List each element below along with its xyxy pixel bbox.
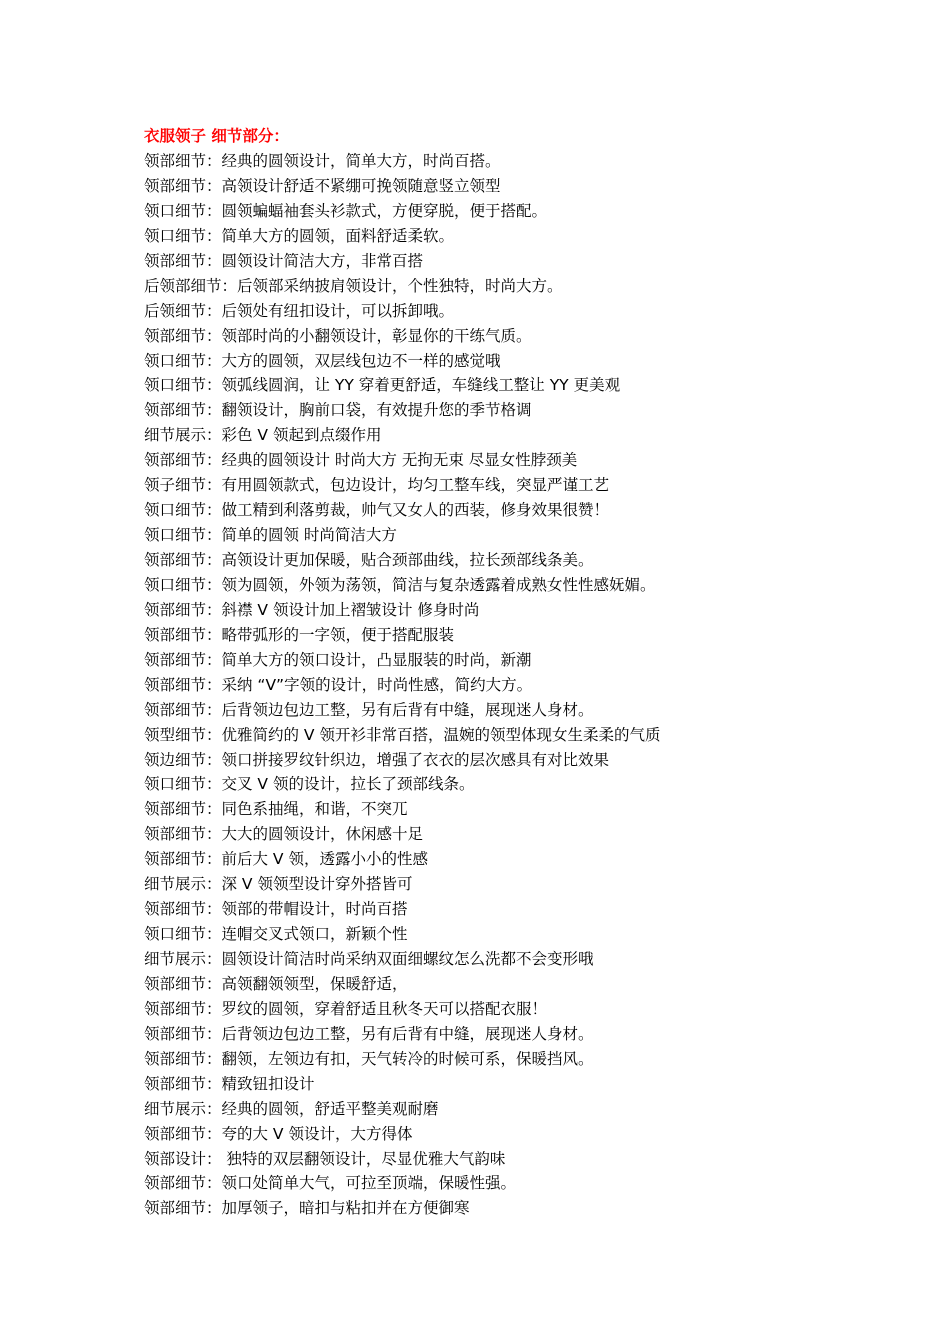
detail-line: 领子细节：有用圆领款式，包边设计，均匀工整车线，突显严谨工艺 xyxy=(144,476,610,495)
detail-line: 细节展示：彩色 V 领起到点缀作用 xyxy=(144,426,382,445)
detail-line: 领部细节：大大的圆领设计，休闲感十足 xyxy=(144,825,424,844)
detail-line: 领部细节：高领设计舒适不紧绷可挽领随意竖立领型 xyxy=(144,176,501,195)
detail-line: 领部细节：高领翻领领型，保暖舒适， xyxy=(144,974,408,993)
detail-line: 领部细节：加厚领子，暗扣与粘扣并在方便御寒 xyxy=(144,1199,470,1218)
detail-line: 领边细节：领口拼接罗纹针织边，增强了衣衣的层次感具有对比效果 xyxy=(144,750,610,769)
detail-line: 领口细节：领弧线圆润，让 YY 穿着更舒适，车缝线工整让 YY 更美观 xyxy=(144,376,621,395)
detail-line: 领口细节：简单的圆领 时尚简洁大方 xyxy=(144,526,397,545)
detail-line: 领部细节：略带弧形的一字领，便于搭配服装 xyxy=(144,625,455,644)
detail-line: 领部细节：前后大 V 领，透露小小的性感 xyxy=(144,850,428,869)
detail-line: 后领细节：后领处有纽扣设计，可以拆卸哦。 xyxy=(144,301,455,320)
detail-line: 领部细节：精致钮扣设计 xyxy=(144,1074,315,1093)
detail-line: 领口细节：交叉 V 领的设计，拉长了颈部线条。 xyxy=(144,775,475,794)
detail-line: 领部细节：翻领，左领边有扣，天气转冷的时候可系，保暖挡风。 xyxy=(144,1049,594,1068)
detail-line: 领部细节：后背领边包边工整，另有后背有中缝，展现迷人身材。 xyxy=(144,700,594,719)
detail-line: 领口细节：大方的圆领，双层线包边不一样的感觉哦 xyxy=(144,351,501,370)
detail-line: 领部细节：后背领边包边工整，另有后背有中缝，展现迷人身材。 xyxy=(144,1024,594,1043)
detail-line: 领部细节：经典的圆领设计 时尚大方 无拘无束 尽显女性脖颈美 xyxy=(144,451,578,470)
detail-line: 领部细节：领口处简单大气，可拉至顶端，保暖性强。 xyxy=(144,1174,517,1193)
detail-line: 领口细节：领为圆领，外领为荡领，简洁与复杂透露着成熟女性性感妩媚。 xyxy=(144,575,656,594)
detail-line: 领口细节：圆领蝙蝠袖套头衫款式，方便穿脱，便于搭配。 xyxy=(144,201,548,220)
detail-line: 细节展示：经典的圆领，舒适平整美观耐磨 xyxy=(144,1099,439,1118)
detail-line: 领部细节：领部时尚的小翻领设计，彰显你的干练气质。 xyxy=(144,326,532,345)
detail-line: 领部细节：罗纹的圆领，穿着舒适且秋冬天可以搭配衣服！ xyxy=(144,999,548,1018)
detail-line: 细节展示：圆领设计简洁时尚采纳双面细螺纹怎么洗都不会变形哦 xyxy=(144,950,594,968)
detail-line: 领部设计： 独特的双层翻领设计，尽显优雅大气韵味 xyxy=(144,1149,506,1168)
detail-line: 领部细节：圆领设计简洁大方，非常百搭 xyxy=(144,251,424,270)
detail-line: 领部细节：领部的带帽设计，时尚百搭 xyxy=(144,900,408,919)
detail-line: 领部细节：夸的大 V 领设计，大方得体 xyxy=(144,1124,413,1143)
detail-line: 领部细节：经典的圆领设计，简单大方，时尚百搭。 xyxy=(144,152,501,170)
detail-line: 细节展示：深 V 领领型设计穿外搭皆可 xyxy=(144,875,413,894)
detail-line: 领口细节：做工精到利落剪裁，帅气又女人的西装，修身效果很赞！ xyxy=(144,501,610,520)
document-heading: 衣服领子 细节部分： xyxy=(144,127,289,145)
detail-line: 领口细节：连帽交叉式领口，新颖个性 xyxy=(144,925,408,944)
detail-line: 领部细节：同色系抽绳，和谐，不突兀 xyxy=(144,800,408,819)
detail-line: 领口细节：简单大方的圆领，面料舒适柔软。 xyxy=(144,226,455,245)
detail-line: 领部细节：采纳 “V”字领的设计，时尚性感，简约大方。 xyxy=(144,675,533,694)
document-body xyxy=(144,124,924,1221)
detail-line: 领部细节：翻领设计，胸前口袋，有效提升您的季节格调 xyxy=(144,401,532,420)
detail-line: 后领部细节：后领部采纳披肩领设计，个性独特，时尚大方。 xyxy=(144,276,563,295)
detail-line: 领部细节：简单大方的领口设计，凸显服装的时尚，新潮 xyxy=(144,650,532,669)
detail-list xyxy=(144,149,924,1221)
detail-line: 领部细节：高领设计更加保暖，贴合颈部曲线，拉长颈部线条美。 xyxy=(144,551,594,569)
detail-line: 领部细节：斜襟 V 领设计加上褶皱设计 修身时尚 xyxy=(144,600,480,619)
detail-line: 领型细节：优雅简约的 V 领开衫非常百搭，温婉的领型体现女生柔柔的气质 xyxy=(144,725,661,744)
